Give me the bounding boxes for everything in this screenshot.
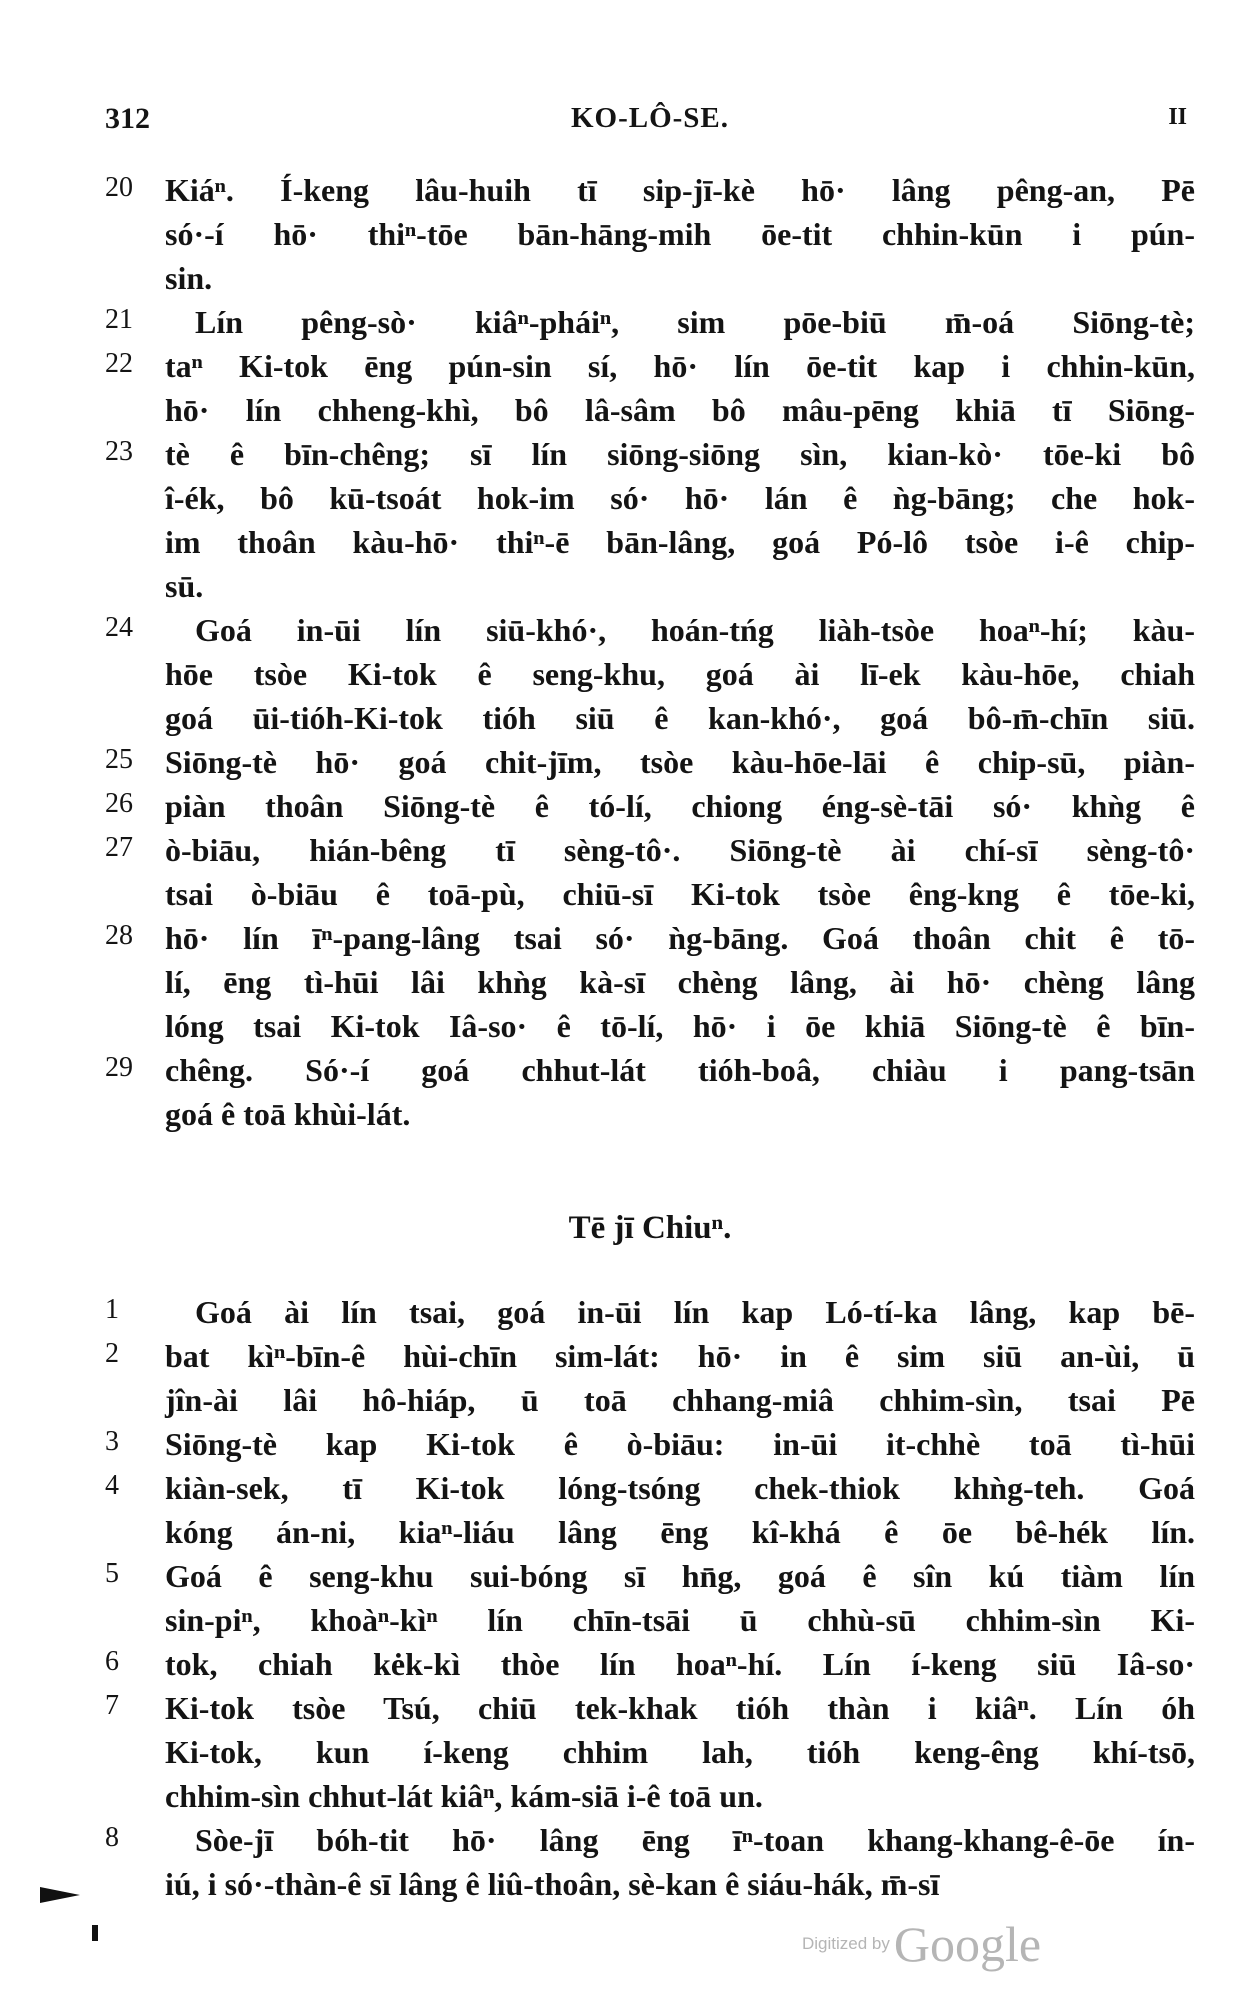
verse-line [105, 608, 1195, 652]
verse-text: chêng. Só·-í goá chhut-lát tióh-boâ, chiàu i pang-tsān [165, 1052, 1195, 1088]
verse-text: kiàn-sek, tī Ki-tok lóng-tsóng chek-thiok khǹg-teh. Goá [165, 1470, 1195, 1506]
verse-line [105, 872, 1195, 916]
verse-text: taⁿ Ki-tok ēng pún-sin sí, hō· lín ōe-tit kap i chhin-kūn, [165, 348, 1195, 384]
verse-line [105, 1730, 1195, 1774]
chapter-1-text-block [105, 168, 1195, 1136]
verse-line [105, 344, 1195, 388]
verse-number: 20 [105, 172, 133, 203]
verse-text: ò-biāu, hián-bêng tī sèng-tô·. Siōng-tè ài chí-sī sèng-tô· [165, 832, 1195, 868]
margin-tick-mark [92, 1925, 98, 1941]
verse-number: 28 [105, 920, 133, 951]
chapter-2-text-block [105, 1290, 1195, 1906]
google-logo: Google [893, 1916, 1042, 1972]
verse-text: Siōng-tè hō· goá chit-jīm, tsòe kàu-hōe-lāi ê chip-sū, piàn- [165, 744, 1195, 780]
verse-line [105, 1510, 1195, 1554]
verse-number: 26 [105, 788, 133, 819]
verse-text: Siōng-tè kap Ki-tok ê ò-biāu: in-ūi it-chhè toā tì-hūi [165, 1426, 1195, 1462]
verse-line [105, 916, 1195, 960]
verse-text: sin. [165, 260, 213, 296]
verse-text: tsai ò-biāu ê toā-pù, chiū-sī Ki-tok tsòe êng-kng ê tōe-ki, [165, 876, 1195, 912]
verse-text: hōe tsòe Ki-tok ê seng-khu, goá ài lī-ek kàu-hōe, chiah [165, 656, 1195, 692]
verse-number: 8 [105, 1822, 119, 1853]
verse-line [105, 212, 1195, 256]
page-number: 312 [105, 102, 150, 135]
verse-line [105, 1334, 1195, 1378]
verse-number: 3 [105, 1426, 119, 1457]
margin-pointer-icon [40, 1887, 80, 1903]
verse-number: 29 [105, 1052, 133, 1083]
verse-number: 27 [105, 832, 133, 863]
digitized-watermark [802, 1915, 1041, 1973]
verse-line [105, 740, 1195, 784]
verse-number: 2 [105, 1338, 119, 1369]
verse-text: piàn thoân Siōng-tè ê tó-lí, chiong éng-sè-tāi só· khǹg ê [165, 788, 1195, 824]
verse-line [105, 784, 1195, 828]
verse-line [105, 520, 1195, 564]
verse-text: Sòe-jī bóh-tit hō· lâng ēng īⁿ-toan khang-khang-ê-ōe ín- [195, 1822, 1195, 1858]
verse-number: 7 [105, 1690, 119, 1721]
running-title: KO-LÔ-SE. [570, 102, 730, 134]
verse-number: 5 [105, 1558, 119, 1589]
verse-number: 6 [105, 1646, 119, 1677]
chapter-label: II [1168, 104, 1187, 130]
verse-text: só·-í hō· thiⁿ-tōe bān-hāng-mih ōe-tit chhin-kūn i pún- [165, 216, 1195, 252]
verse-line [105, 1774, 1195, 1818]
chapter-heading: Tē jī Chiuⁿ. [568, 1210, 732, 1246]
verse-line [105, 828, 1195, 872]
verse-line [105, 1092, 1195, 1136]
verse-line [105, 168, 1195, 212]
verse-line [105, 1862, 1195, 1906]
verse-text: sū. [165, 568, 204, 604]
verse-number: 24 [105, 612, 133, 643]
verse-line [105, 300, 1195, 344]
verse-text: iú, i só·-thàn-ê sī lâng ê liû-thoân, sè-kan ê siáu-hák, m̄-sī [165, 1866, 940, 1902]
verse-text: tok, chiah kėk-kì thòe lín hoaⁿ-hí. Lín í-keng siū Iâ-so· [165, 1646, 1195, 1682]
verse-line [105, 960, 1195, 1004]
verse-line [105, 1686, 1195, 1730]
verse-text: goá ê toā khùi-lát. [165, 1096, 411, 1132]
verse-text: Lín pêng-sò· kiâⁿ-pháiⁿ, sim pōe-biū m̄-oá Siōng-tè; [195, 304, 1195, 340]
verse-number: 25 [105, 744, 133, 775]
verse-text: chhim-sìn chhut-lát kiâⁿ, kám-siā i-ê toā un. [165, 1778, 763, 1814]
verse-text: sin-piⁿ, khoàⁿ-kìⁿ lín chīn-tsāi ū chhù-sū chhim-sìn Ki- [165, 1602, 1195, 1638]
verse-text: hō· lín chheng-khì, bô lâ-sâm bô mâu-pēng khiā tī Siōng- [165, 392, 1195, 428]
verse-line [105, 388, 1195, 432]
verse-line [105, 1554, 1195, 1598]
verse-line [105, 476, 1195, 520]
verse-text: Goá in-ūi lín siū-khó·, hoán-tńg liàh-tsòe hoaⁿ-hí; kàu- [195, 612, 1195, 648]
verse-text: Goá ê seng-khu sui-bóng sī hn̄g, goá ê sîn kú tiàm lín [165, 1558, 1195, 1594]
verse-text: lí, ēng tì-hūi lâi khǹg kà-sī chèng lâng, ài hō· chèng lâng [165, 964, 1195, 1000]
verse-line [105, 1290, 1195, 1334]
verse-text: bat kìⁿ-bīn-ê hùi-chīn sim-lát: hō· in ê sim siū an-ùi, ū [165, 1338, 1195, 1374]
verse-text: kóng án-ni, kiaⁿ-liáu lâng ēng kî-khá ê ōe bê-hék lín. [165, 1514, 1195, 1550]
verse-line [105, 696, 1195, 740]
verse-text: î-ék, bô kū-tsoát hok-im só· hō· lán ê ǹg-bāng; che hok- [165, 480, 1195, 516]
verse-text: Goá ài lín tsai, goá in-ūi lín kap Ló-tí-ka lâng, kap bē- [195, 1294, 1195, 1330]
verse-text: jîn-ài lâi hô-hiáp, ū toā chhang-miâ chhim-sìn, tsai Pē [165, 1382, 1195, 1418]
verse-number: 4 [105, 1470, 119, 1501]
verse-line [105, 1378, 1195, 1422]
verse-line [105, 564, 1195, 608]
verse-line [105, 1642, 1195, 1686]
page-header [105, 102, 1195, 142]
verse-text: Ki-tok, kun í-keng chhim lah, tióh keng-êng khí-tsō, [165, 1734, 1195, 1770]
verse-text: goá ūi-tióh-Ki-tok tióh siū ê kan-khó·, goá bô-m̄-chīn siū. [165, 700, 1195, 736]
verse-text: hō· lín īⁿ-pang-lâng tsai só· ǹg-bāng. Goá thoân chit ê tō- [165, 920, 1195, 956]
verse-number: 23 [105, 436, 133, 467]
verse-line [105, 652, 1195, 696]
verse-number: 22 [105, 348, 133, 379]
verse-text: tè ê bīn-chêng; sī lín siōng-siōng sìn, kian-kò· tōe-ki bô [165, 436, 1195, 472]
verse-line [105, 1818, 1195, 1862]
verse-line [105, 1004, 1195, 1048]
verse-line [105, 1048, 1195, 1092]
verse-line [105, 1466, 1195, 1510]
verse-text: im thoân kàu-hō· thiⁿ-ē bān-lâng, goá Pó-lô tsòe i-ê chip- [165, 524, 1195, 560]
verse-text: lóng tsai Ki-tok Iâ-so· ê tō-lí, hō· i ōe khiā Siōng-tè ê bīn- [165, 1008, 1195, 1044]
verse-line [105, 1598, 1195, 1642]
verse-line [105, 256, 1195, 300]
verse-line [105, 432, 1195, 476]
verse-number: 21 [105, 304, 133, 335]
verse-text: Kiáⁿ. Í-keng lâu-huih tī sip-jī-kè hō· lâng pêng-an, Pē [165, 172, 1195, 208]
watermark-prefix: Digitized by [802, 1934, 890, 1953]
verse-number: 1 [105, 1294, 119, 1325]
verse-line [105, 1422, 1195, 1466]
verse-text: Ki-tok tsòe Tsú, chiū tek-khak tióh thàn i kiâⁿ. Lín óh [165, 1690, 1195, 1726]
